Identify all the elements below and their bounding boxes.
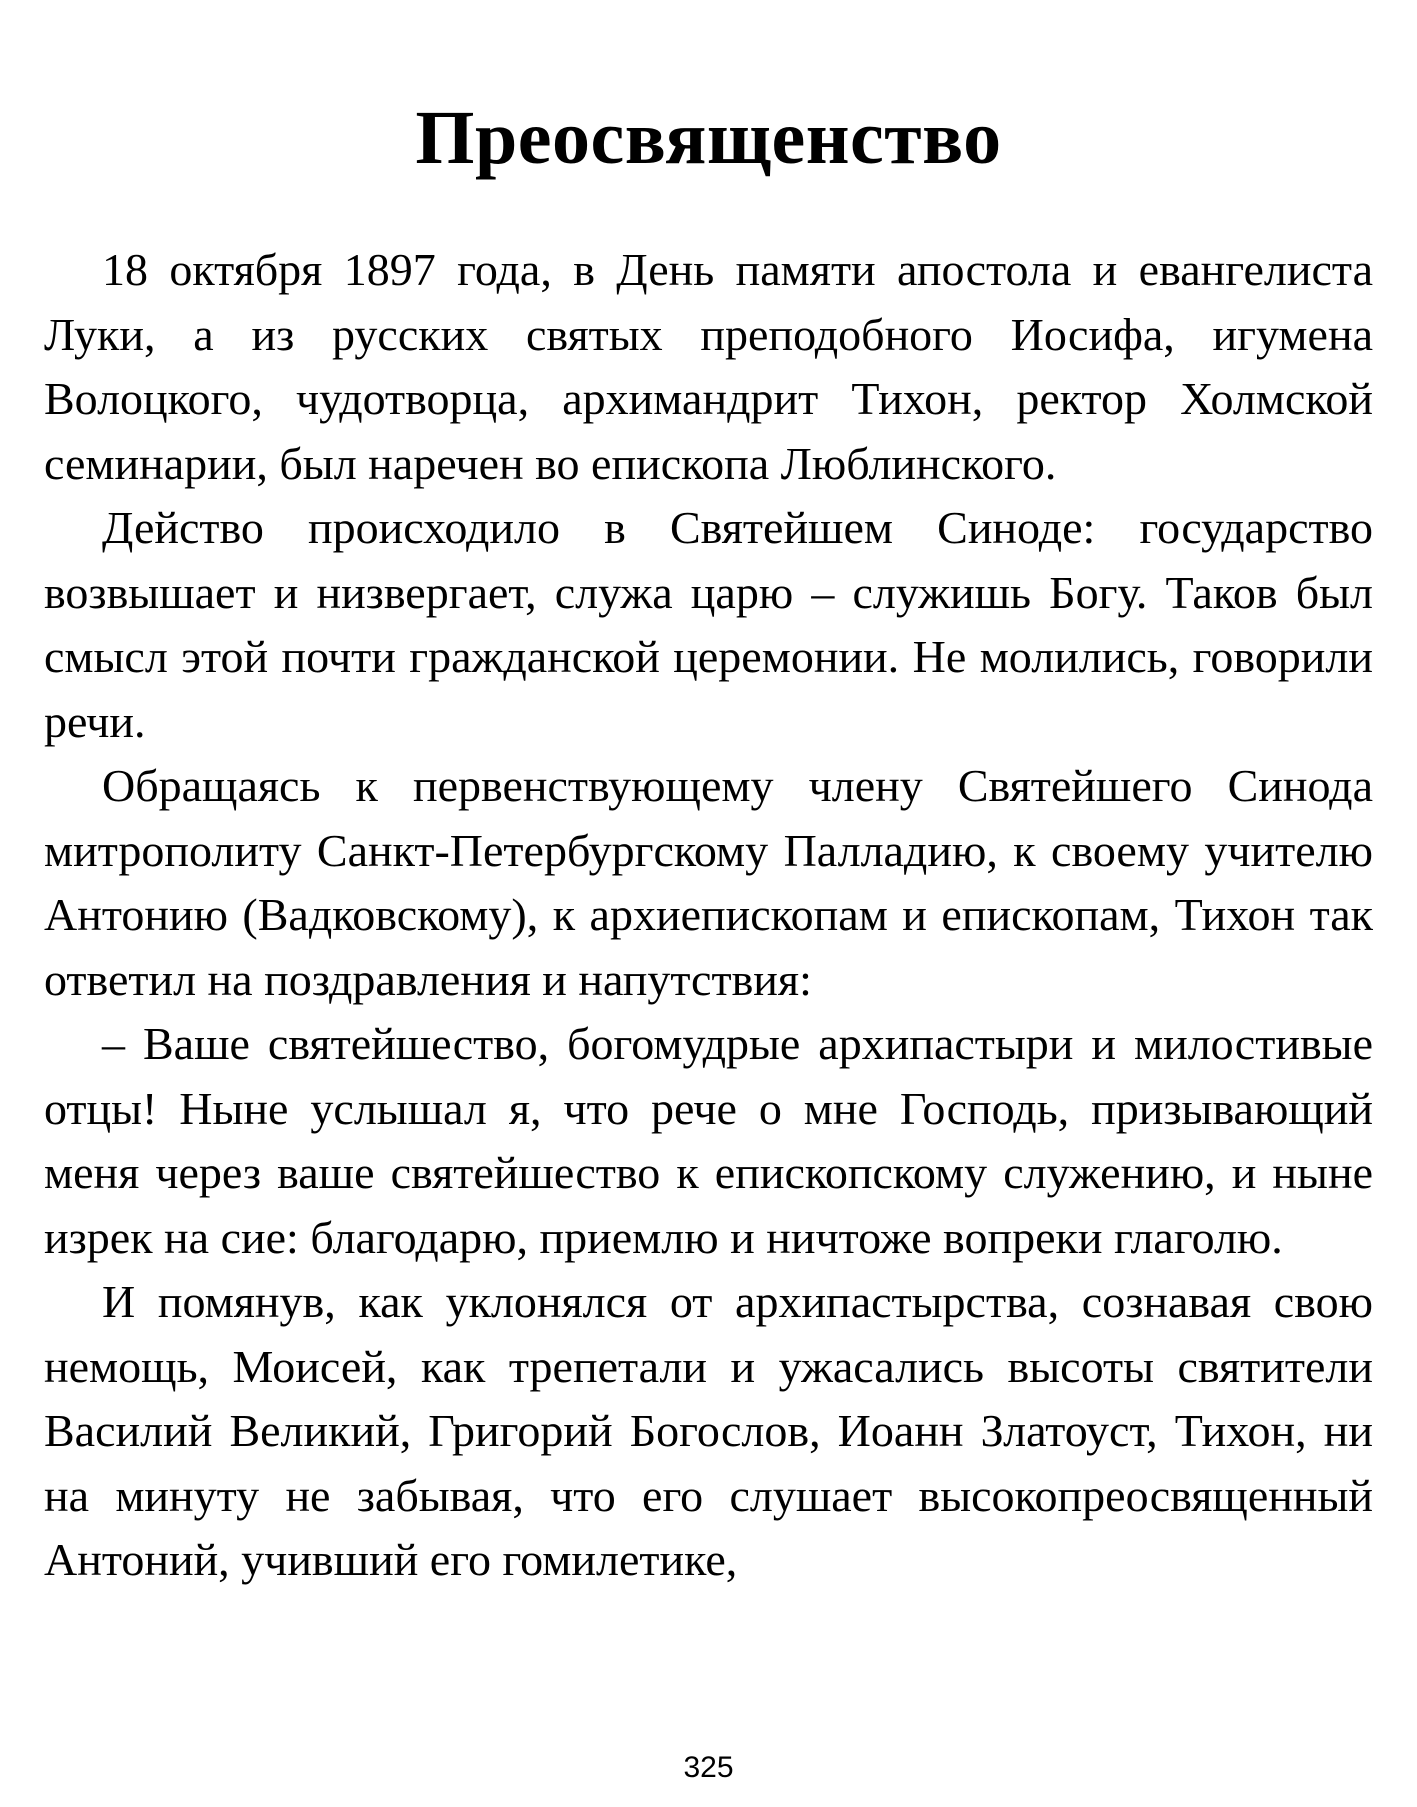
paragraph: Обращаясь к первенствующему члену Святейшего Синода митрополиту Санкт-Петербургскому Палладию, к своему учителю Антонию (Вадковскому), к архиепископам и епископам, Тихон так ответил на поздравления и напутствия: (44, 760, 1373, 1005)
paragraph: 18 октября 1897 года, в День памяти апостола и евангелиста Луки, а из русских святых преподобного Иосифа, игумена Волоцкого, чудотворца, архимандрит Тихон, ректор Холмской семинарии, был наречен во епископа Люблинского. (44, 244, 1373, 489)
page-number: 325 (683, 1751, 734, 1784)
chapter-title: Преосвященство (415, 96, 1002, 180)
dialogue-paragraph: – Ваше святейшество, богомудрые архипастыри и милостивые отцы! Ныне услышал я, что рече о мне Господь, призывающий меня через ваше святейшество к епископскому служению, и ныне изрек на сие: благодарю, приемлю и ничтоже вопреки глаголю. (44, 1018, 1373, 1263)
book-page (44, 0, 1373, 1807)
paragraph: И помянув, как уклонялся от архипастырства, сознавая свою немощь, Моисей, как трепетали и ужасались высоты святители Василий Великий, Григорий Богослов, Иоанн Златоуст, Тихон, ни на минуту не забывая, что его слушает высокопреосвященный Антоний, учивший его гомилетике, (44, 1276, 1373, 1585)
body-text (44, 238, 1373, 1593)
paragraph: Действо происходило в Святейшем Синоде: государство возвышает и низвергает, служа царю – служишь Богу. Таков был смысл этой почти гражданской церемонии. Не молились, говорили речи. (44, 502, 1373, 747)
